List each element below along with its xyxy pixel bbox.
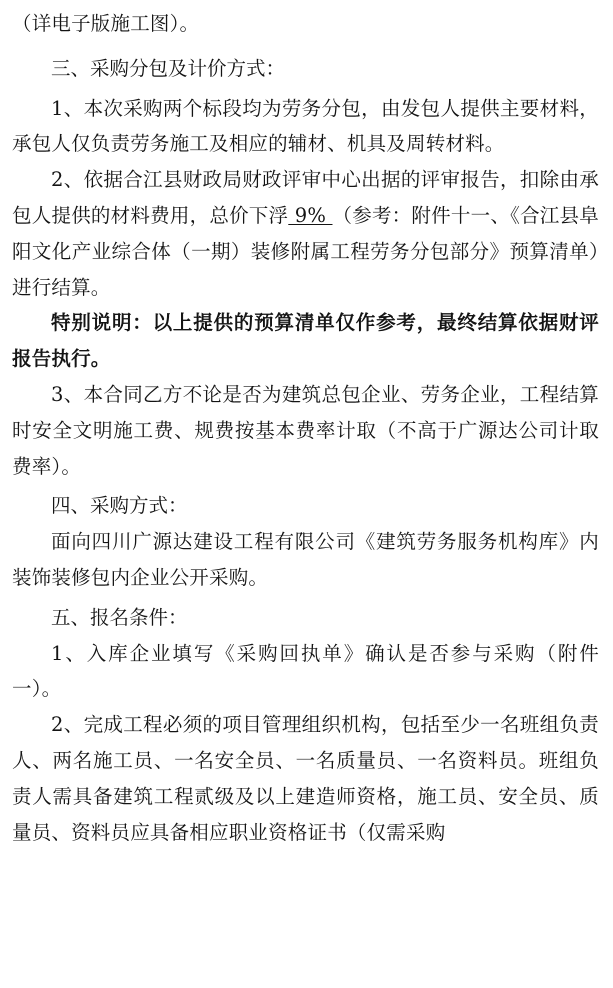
heading-section-five: 五、报名条件：: [51, 605, 188, 629]
text-run-after-discount: （参考：附件十一、《合江县阜阳文化产业综合体（一期）装修附属工程劳务分包部分》预算清单）进行结算。: [12, 203, 599, 299]
paragraph-drawing-note: （详电子版施工图）。: [12, 12, 200, 35]
paragraph-item-2-review-report: [12, 162, 599, 305]
text-run-before-discount: 2、依据合江县财政局财政评审中心出据的评审报告，扣除由承包人提供的材料费用，总价下浮: [12, 168, 599, 227]
heading-section-four: 四、采购方式：: [51, 494, 188, 518]
section-spacer: [12, 42, 599, 51]
paragraph-item-1-receipt-form: 1、入库企业填写《采购回执单》确认是否参与采购（附件一）。: [12, 641, 599, 701]
paragraph-item-2-project-team: 2、完成工程必须的项目管理组织机构，包括至少一名班组负责人、两名施工员、一名安全员、一名质量员、一名资料员。班组负责人需具备建筑工程贰级及以上建造师资格，施工员、安全员、质量员、资料员应具备相应职业资格证书（仅需采购: [12, 713, 599, 844]
paragraph-special-note: 特别说明：以上提供的预算清单仅作参考，最终结算依据财评报告执行。: [12, 311, 599, 371]
discount-rate-value: 9%: [288, 203, 333, 227]
paragraph-item-3-safety-fee: 3、本合同乙方不论是否为建筑总包企业、劳务企业，工程结算时安全文明施工费、规费按基本费率计取（不高于广源达公司计取费率）。: [12, 382, 599, 478]
heading-section-three: 三、采购分包及计价方式：: [51, 56, 286, 80]
paragraph-item-1-labor-subcontract: 1、本次采购两个标段均为劳务分包，由发包人提供主要材料，承包人仅负责劳务施工及相应的辅材、机具及周转材料。: [12, 96, 599, 156]
paragraph-purchase-method: 面向四川广源达建设工程有限公司《建筑劳务服务机构库》内装饰装修包内企业公开采购。: [12, 530, 599, 589]
